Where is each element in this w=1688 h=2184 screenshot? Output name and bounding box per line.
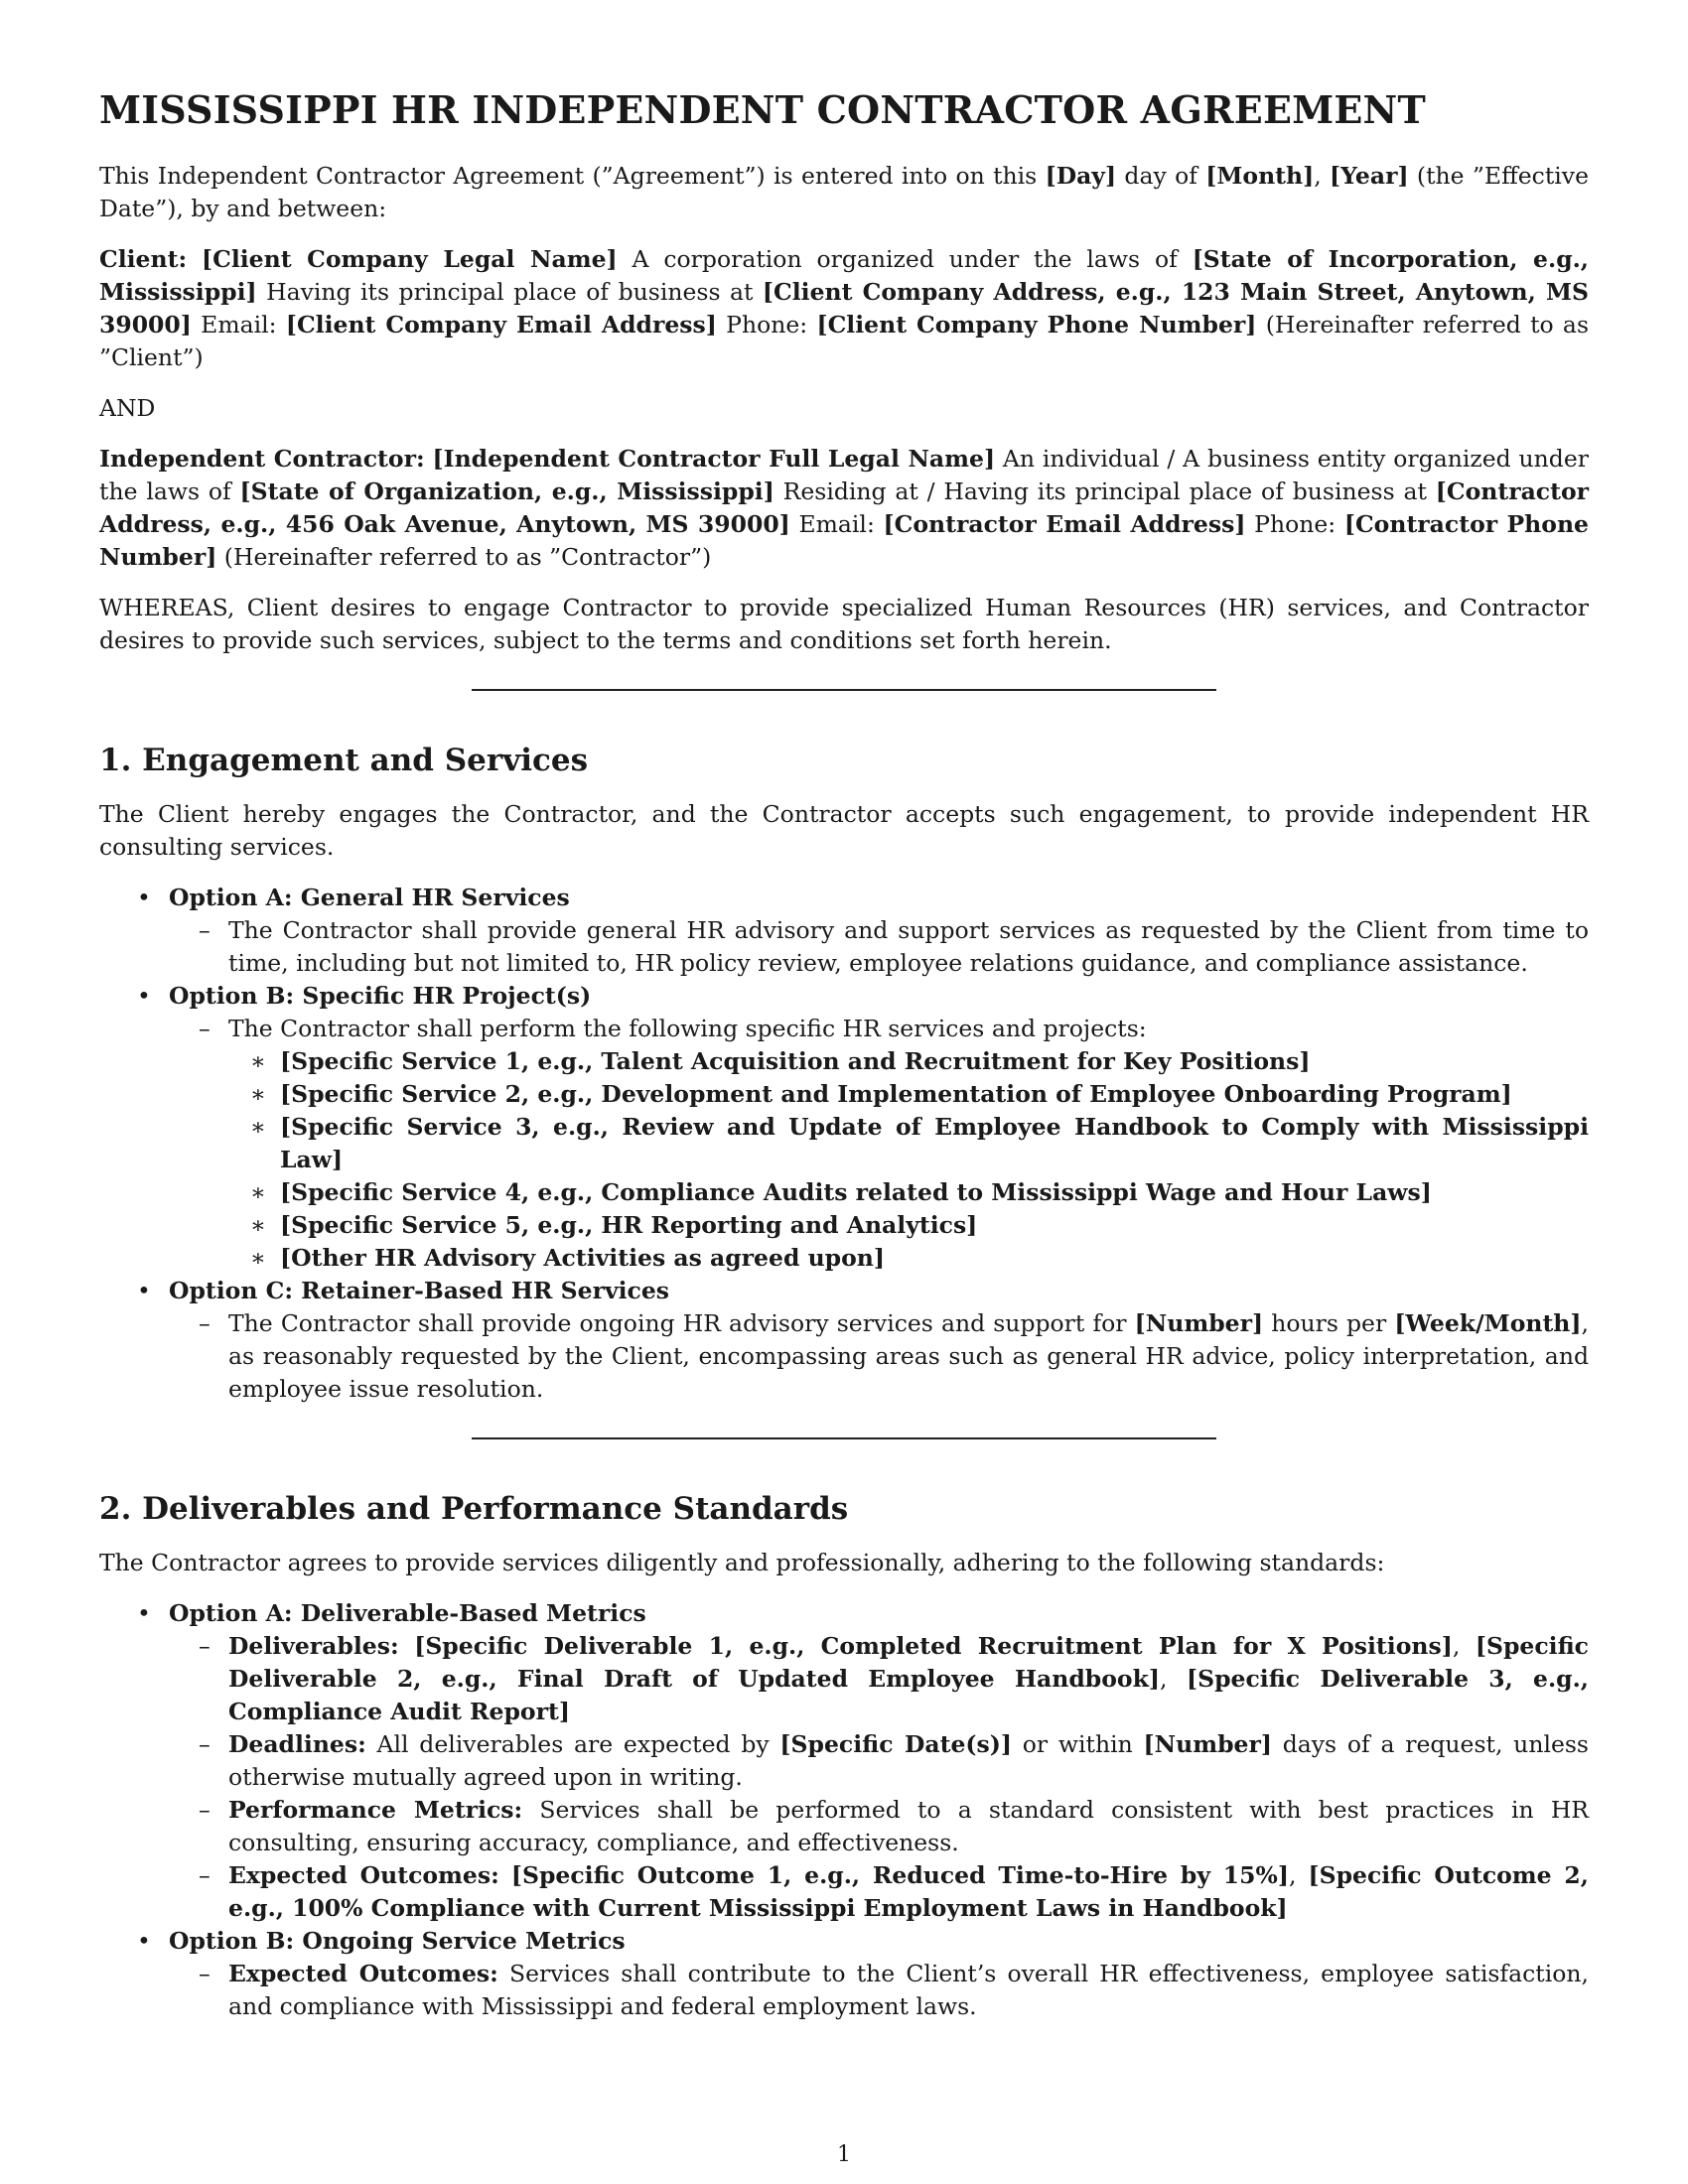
- expected-outcomes-item: [169, 1958, 1589, 2023]
- client-text: Email:: [191, 311, 286, 339]
- client-address-placeholder: [Client Company Address, e.g., 123 Main Street, Anytown, MS 39000]: [99, 278, 1589, 339]
- option-b-label: Option B: Ongoing Service Metrics: [169, 1927, 626, 1955]
- contractor-address-placeholder: [Contractor Address, e.g., 456 Oak Avenue, Anytown, MS 39000]: [99, 478, 1590, 538]
- option-a-item: [99, 882, 1589, 980]
- page-number: 1: [837, 2142, 851, 2167]
- option-a-details: [169, 1630, 1589, 1925]
- day-placeholder: [Day]: [1045, 162, 1117, 190]
- section-2-intro: The Contractor agrees to provide services diligently and professionally, adhering to the following standards:: [99, 1549, 1385, 1576]
- specific-service-1: [Specific Service 1, e.g., Talent Acquisition and Recruitment for Key Positions]: [280, 1047, 1311, 1075]
- deliverables-label: Deliverables:: [228, 1632, 399, 1660]
- contractor-name-placeholder: [Independent Contractor Full Legal Name]: [432, 445, 996, 473]
- expected-outcomes-label: Expected Outcomes:: [228, 1960, 498, 1987]
- and-text: AND: [99, 394, 156, 422]
- performance-metrics-text: Services shall be performed to a standard consistent with best practices in HR consulting, ensuring accuracy, compliance, and effectiveness.: [228, 1796, 1590, 1856]
- option-a-label: Option A: Deliverable-Based Metrics: [169, 1599, 646, 1627]
- document-title: MISSISSIPPI HR INDEPENDENT CONTRACTOR AGREEMENT: [99, 87, 1426, 132]
- option-a-label: Option A: General HR Services: [169, 884, 570, 911]
- performance-metrics-label: Performance Metrics:: [228, 1796, 523, 1824]
- list-item: [228, 1176, 1589, 1209]
- deadline-date-placeholder: [Specific Date(s)]: [779, 1730, 1012, 1758]
- deadlines-text: All deliverables are expected by: [365, 1730, 780, 1758]
- client-phone-placeholder: [Client Company Phone Number]: [816, 311, 1257, 339]
- contractor-email-placeholder: [Contractor Email Address]: [883, 510, 1246, 538]
- option-c-text: [169, 1307, 1589, 1406]
- expected-outcomes-item: [169, 1859, 1589, 1925]
- list-item: [228, 1242, 1589, 1275]
- month-placeholder: [Month]: [1205, 162, 1315, 190]
- outcome-1: [Specific Outcome 1, e.g., Reduced Time-to-Hire by 15%]: [510, 1861, 1289, 1889]
- specific-service-3: [Specific Service 3, e.g., Review and Update of Employee Handbook to Comply with Mississippi Law]: [280, 1113, 1589, 1173]
- contractor-state-placeholder: [State of Organization, e.g., Mississippi]: [239, 478, 774, 505]
- section-1-options: [99, 882, 1589, 1406]
- performance-metrics-item: [169, 1794, 1589, 1859]
- list-item: [228, 1045, 1589, 1078]
- intro-text: day of: [1116, 162, 1206, 190]
- contractor-paragraph: [99, 443, 1589, 574]
- client-state-placeholder: [State of Incorporation, e.g., Mississippi]: [99, 245, 1589, 306]
- separator-text: ,: [1288, 1861, 1309, 1889]
- deadlines-item: [169, 1728, 1589, 1794]
- option-a-text: – The Contractor shall provide general HR advisory and support services as requested by the Client from time to time, including but not limited to, HR policy review, employee relations guidance, and compliance assistance.: [169, 914, 1589, 980]
- deliverable-3: [Specific Deliverable 3, e.g., Compliance Audit Report]: [228, 1665, 1589, 1725]
- section-2-options: [99, 1597, 1589, 2023]
- document-page: [99, 87, 1589, 2023]
- contractor-text: Email:: [789, 510, 884, 538]
- specific-service-5: [Specific Service 5, e.g., HR Reporting and Analytics]: [280, 1211, 978, 1239]
- option-c-text-part: hours per: [1263, 1309, 1395, 1337]
- intro-text: (the ”Effective Date”), by and between:: [99, 162, 1589, 222]
- client-name-placeholder: [Client Company Legal Name]: [202, 245, 618, 273]
- other-hr-activities: [Other HR Advisory Activities as agreed upon]: [280, 1244, 885, 1272]
- option-c-item: [99, 1275, 1589, 1406]
- list-item: [228, 1209, 1589, 1242]
- contractor-text: An individual / A business entity organized under the laws of: [99, 445, 1589, 505]
- contractor-text: Residing at / Having its principal place of business at: [774, 478, 1436, 505]
- option-a-details: [169, 914, 1589, 980]
- option-a-item: [99, 1597, 1589, 1925]
- option-b-details: [169, 1958, 1589, 2023]
- year-placeholder: [Year]: [1330, 162, 1409, 190]
- section-1-heading: 1. Engagement and Services: [99, 743, 589, 778]
- option-b-intro-text: The Contractor shall perform the following specific HR services and projects:: [228, 1015, 1147, 1042]
- deadlines-label: Deadlines:: [228, 1730, 366, 1758]
- section-1-intro: The Client hereby engages the Contractor, and the Contractor accepts such engagement, to provide independent HR consulting services.: [99, 800, 1589, 861]
- deadline-days-placeholder: [Number]: [1143, 1730, 1272, 1758]
- option-b-details: [169, 1013, 1589, 1275]
- section-divider: [472, 689, 1216, 691]
- deliverables-item: [169, 1630, 1589, 1728]
- deadlines-text: days of a request, unless otherwise mutually agreed upon in writing.: [228, 1730, 1589, 1791]
- expected-outcomes-label: Expected Outcomes:: [228, 1861, 499, 1889]
- option-b-item: [99, 980, 1589, 1275]
- client-label: Client:: [99, 245, 188, 273]
- deadlines-text: or within: [1012, 1730, 1144, 1758]
- separator-text: ,: [1452, 1632, 1476, 1660]
- client-email-placeholder: [Client Company Email Address]: [285, 311, 717, 339]
- intro-paragraph: [99, 160, 1589, 225]
- deliverable-1: [Specific Deliverable 1, e.g., Completed Recruitment Plan for X Positions]: [414, 1632, 1453, 1660]
- client-text: A corporation organized under the laws of: [617, 245, 1193, 273]
- expected-outcomes-text: Services shall contribute to the Client’s overall HR effectiveness, employee satisfaction, and compliance with Mississippi and federal employment laws.: [228, 1960, 1589, 2020]
- option-b-item: [99, 1925, 1589, 2023]
- list-item: [228, 1078, 1589, 1111]
- option-b-text: [169, 1013, 1589, 1275]
- client-text: (Hereinafter referred to as ”Client”): [99, 311, 1590, 371]
- section-divider: [472, 1437, 1216, 1439]
- option-c-label: Option C: Retainer-Based HR Services: [169, 1277, 670, 1304]
- list-item: [228, 1111, 1589, 1176]
- contractor-label: Independent Contractor:: [99, 445, 425, 473]
- intro-text: ,: [1314, 162, 1331, 190]
- separator-text: ,: [1159, 1665, 1187, 1693]
- option-c-text-part: The Contractor shall provide ongoing HR advisory services and support for: [228, 1309, 1135, 1337]
- specific-service-2: [Specific Service 2, e.g., Development and Implementation of Employee Onboarding Program]: [280, 1080, 1512, 1108]
- section-2-heading: 2. Deliverables and Performance Standards: [99, 1491, 849, 1527]
- intro-text: This Independent Contractor Agreement (”Agreement”) is entered into on this: [99, 162, 1046, 190]
- hours-number-placeholder: [Number]: [1134, 1309, 1264, 1337]
- period-placeholder: [Week/Month]: [1394, 1309, 1582, 1337]
- specific-services-list: [228, 1045, 1589, 1275]
- deliverable-2: [Specific Deliverable 2, e.g., Final Draft of Updated Employee Handbook]: [228, 1632, 1589, 1693]
- specific-service-4: [Specific Service 4, e.g., Compliance Audits related to Mississippi Wage and Hour Laws]: [280, 1178, 1432, 1206]
- client-text: Phone:: [716, 311, 817, 339]
- contractor-text: Phone:: [1245, 510, 1344, 538]
- option-c-text-part: , as reasonably requested by the Client, encompassing areas such as general HR advice, policy interpretation, and employee issue resolution.: [228, 1309, 1589, 1403]
- client-text: Having its principal place of business at: [256, 278, 763, 306]
- outcome-2: [Specific Outcome 2, e.g., 100% Compliance with Current Mississippi Employment Laws in Handbook]: [228, 1861, 1589, 1922]
- option-c-details: [169, 1307, 1589, 1406]
- client-paragraph: [99, 243, 1589, 374]
- whereas-paragraph: WHEREAS, Client desires to engage Contractor to provide specialized Human Resources (HR) services, and Contractor desires to provide such services, subject to the terms and conditions set forth herein.: [99, 594, 1589, 654]
- contractor-text: (Hereinafter referred to as ”Contractor”): [216, 543, 712, 571]
- option-b-label: Option B: Specific HR Project(s): [169, 982, 592, 1010]
- contractor-phone-placeholder: [Contractor Phone Number]: [99, 510, 1589, 571]
